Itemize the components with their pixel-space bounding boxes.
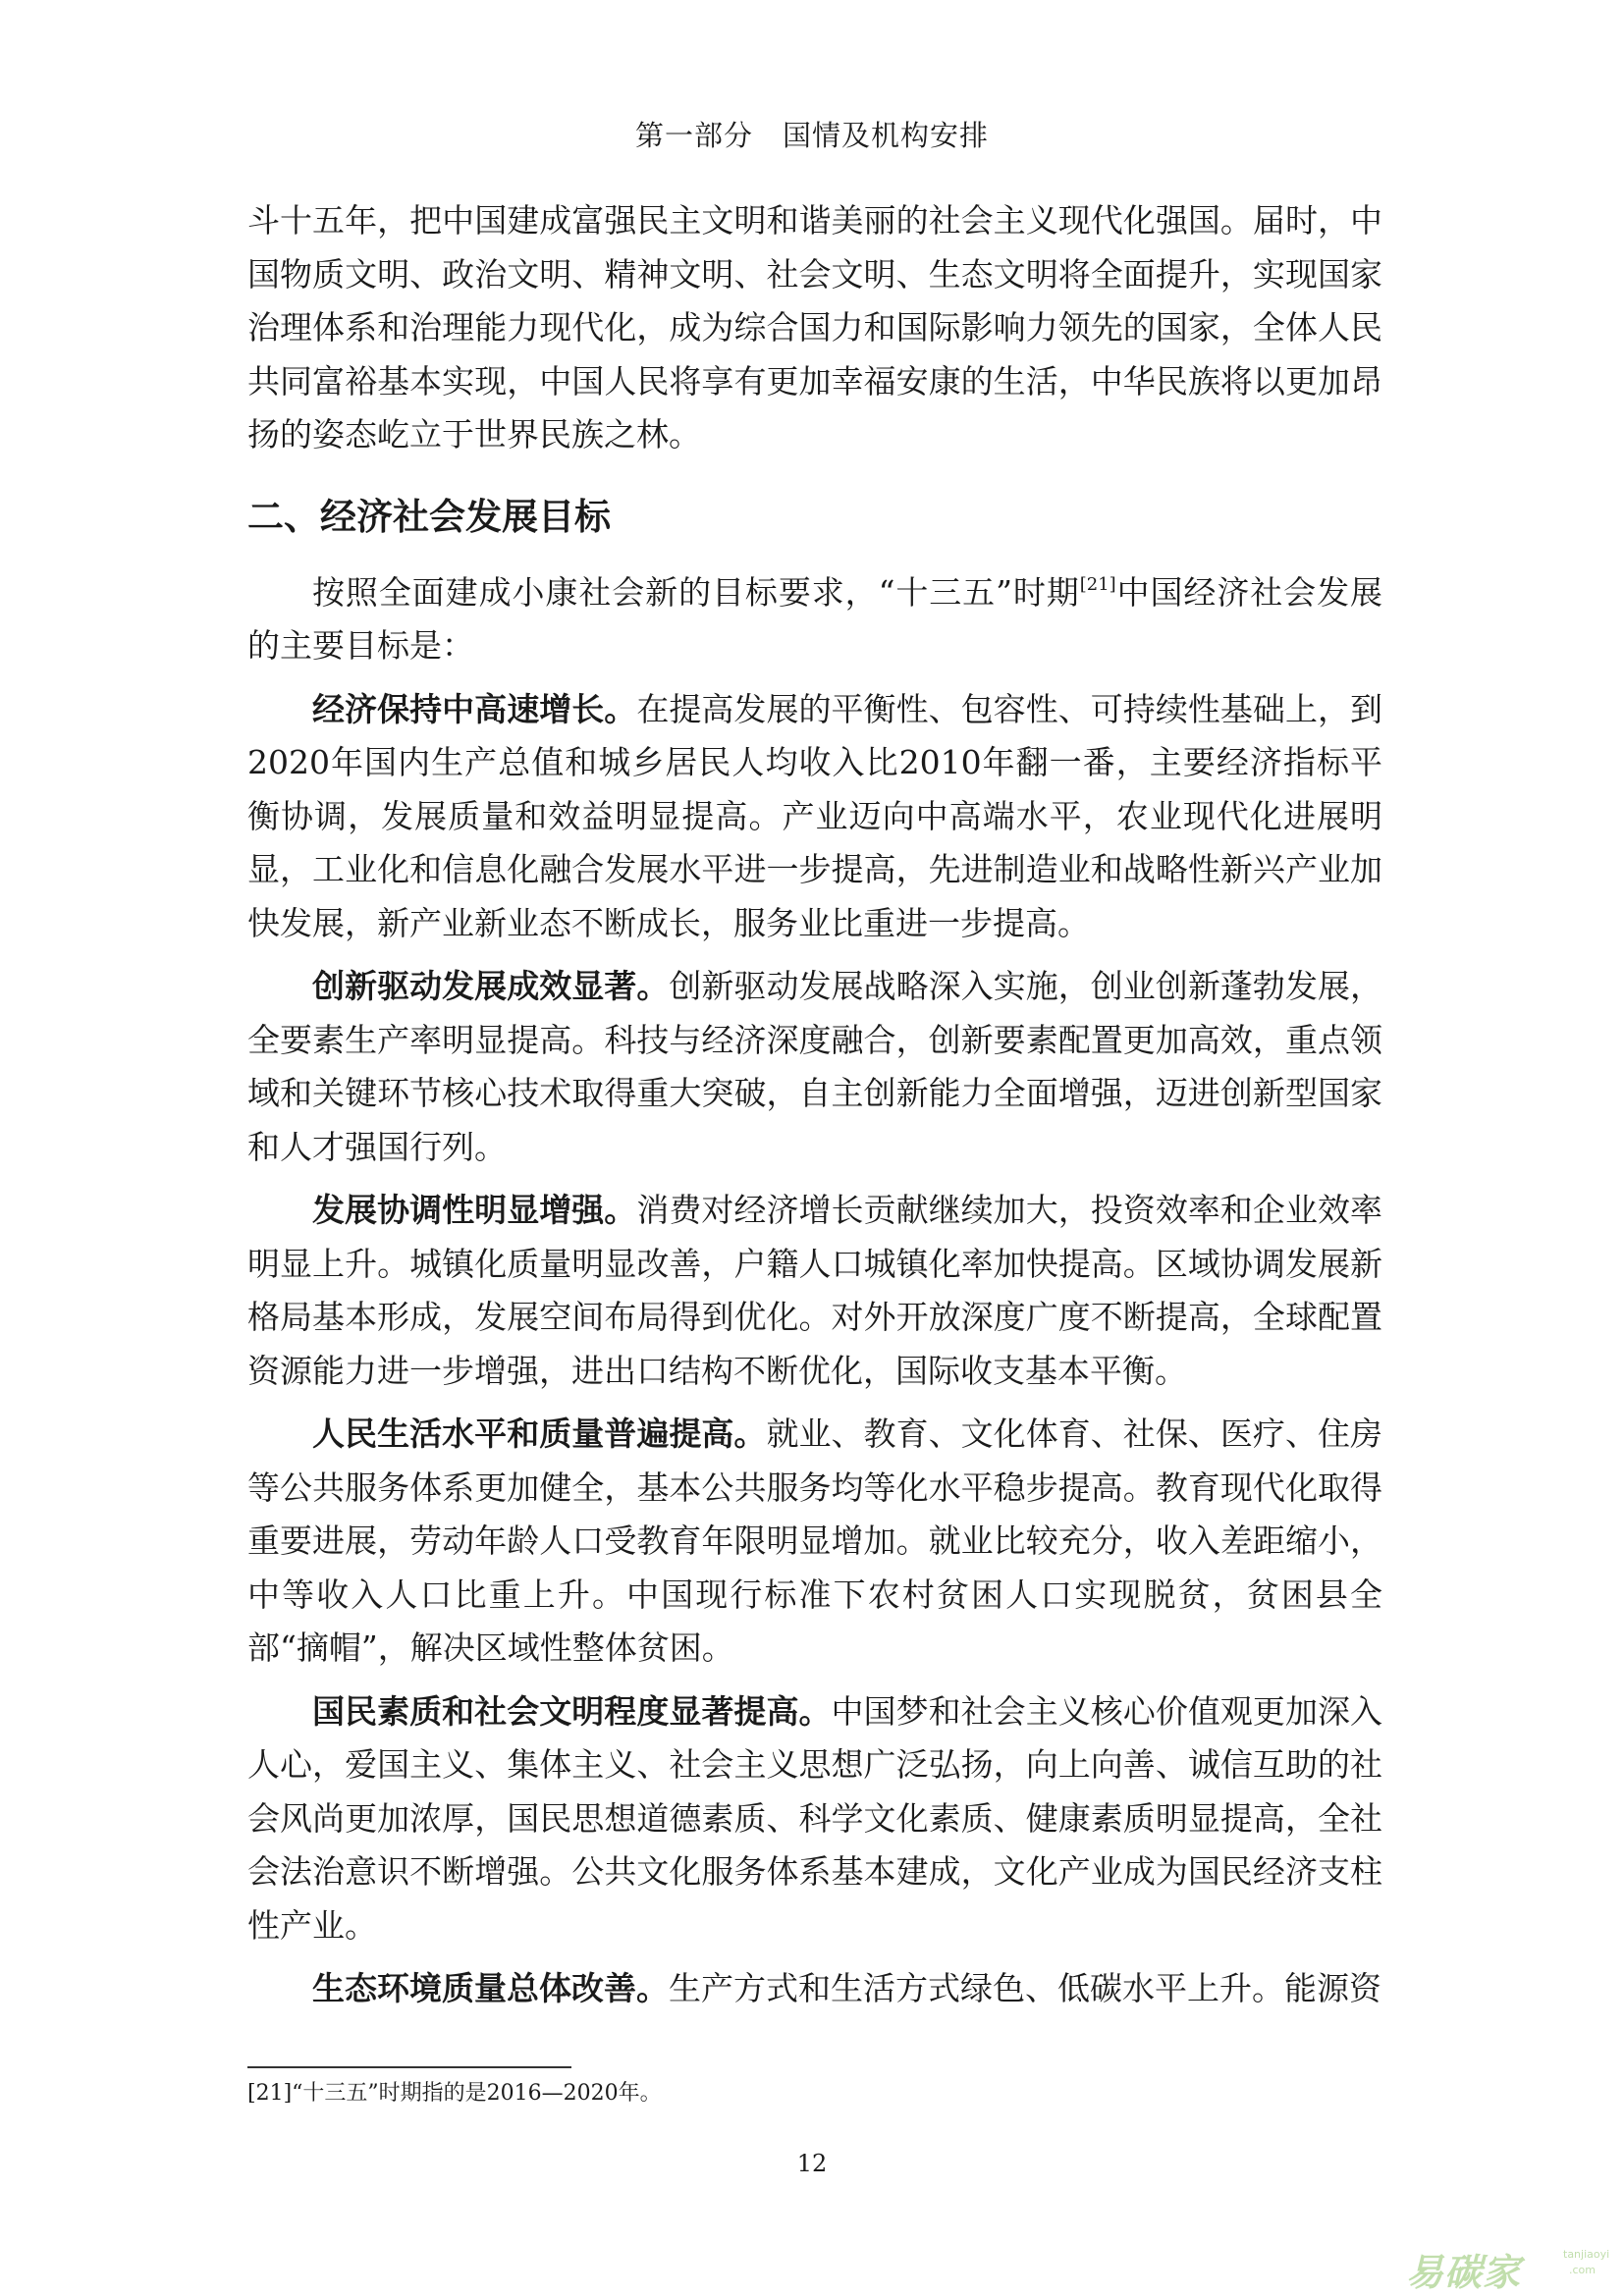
goal-lead: 创新驱动发展成效显著。	[312, 967, 670, 1005]
watermark-logo	[1406, 2240, 1612, 2294]
paragraph-continuation: 斗十五年，把中国建成富强民主文明和谐美丽的社会主义现代化强国。届时，中国物质文明、政治文明、精神文明、社会文明、生态文明将全面提升，实现国家治理体系和治理能力现代化，成为综合国力和国际影响力领先的国家，全体人民共同富裕基本实现，中国人民将享有更加幸福安康的生活，中华民族将以更加昂扬的姿态屹立于世界民族之林。	[247, 201, 1382, 454]
goal-body: 中国梦和社会主义核心价值观更加深入人心，爱国主义、集体主义、社会主义思想广泛弘扬，向上向善、诚信互助的社会风尚更加浓厚，国民思想道德素质、科学文化素质、健康素质明显提高，全社会法治意识不断增强。公共文化服务体系基本建成，文化产业成为国民经济支柱性产业。	[247, 1691, 1382, 1945]
goal-body: 在提高发展的平衡性、包容性、可持续性基础上，到2020年国内生产总值和城乡居民人均收入比2010年翻一番，主要经济指标平衡协调，发展质量和效益明显提高。产业迈向中高端水平，农业现代化进展明显，工业化和信息化融合发展水平进一步提高，先进制造业和战略性新兴产业加快发展，新产业新业态不断成长，服务业比重进一步提高。	[247, 689, 1382, 942]
paragraph-goal-living	[247, 1408, 1382, 1676]
paragraph-goal-ecology	[247, 1962, 1382, 2016]
goal-lead: 人民生活水平和质量普遍提高。	[312, 1415, 767, 1453]
intro-text-before: 按照全面建成小康社会新的目标要求，“十三五”时期	[312, 572, 1080, 612]
goal-body: 消费对经济增长贡献继续加大，投资效率和企业效率明显上升。城镇化质量明显改善，户籍人口城镇化率加快提高。区域协调发展新格局基本形成，发展空间布局得到优化。对外开放深度广度不断提高，全球配置资源能力进一步增强，进出口结构不断优化，国际收支基本平衡。	[247, 1191, 1382, 1390]
paragraph-intro	[247, 566, 1382, 673]
footnote-divider	[247, 2066, 571, 2068]
goal-body: 生产方式和生活方式绿色、低碳水平上升。能源资	[669, 1969, 1381, 2007]
goal-lead: 生态环境质量总体改善。	[312, 1969, 669, 2007]
paragraph-goal-civility	[247, 1685, 1382, 1953]
goal-lead: 国民素质和社会文明程度显著提高。	[312, 1691, 832, 1731]
page-body	[247, 194, 1382, 2026]
watermark-subtext-domain: .com	[1569, 2264, 1596, 2276]
paragraph-goal-innovation	[247, 960, 1382, 1174]
goal-body: 创新驱动发展战略深入实施，创业创新蓬勃发展，全要素生产率明显提高。科技与经济深度融合，创新要素配置更加高效，重点领域和关键环节核心技术取得重大突破，自主创新能力全面增强，迈进创新型国家和人才强国行列。	[247, 967, 1382, 1166]
goal-lead: 发展协调性明显增强。	[312, 1191, 637, 1229]
goal-lead: 经济保持中高速增长。	[312, 689, 637, 728]
paragraph-goal-economy	[247, 683, 1382, 951]
goal-body: 就业、教育、文化体育、社保、医疗、住房等公共服务体系更加健全，基本公共服务均等化水平稳步提高。教育现代化取得重要进展，劳动年龄人口受教育年限明显增加。就业比较充分，收入差距缩小，中等收入人口比重上升。中国现行标准下农村贫困人口实现脱贫，贫困县全部“摘帽”，解决区域性整体贫困。	[247, 1415, 1382, 1667]
footnote: [21]“十三五”时期指的是2016—2020年。	[247, 2081, 662, 2106]
page-number: 12	[796, 2150, 828, 2177]
paragraph-goal-coordination	[247, 1184, 1382, 1398]
watermark-text: 易碳家	[1406, 2251, 1522, 2294]
footnote-reference[interactable]: [21]	[1079, 573, 1116, 595]
running-header: 第一部分 国情及机构安排	[634, 119, 989, 152]
watermark-subtext: tanjiaoyi	[1563, 2248, 1610, 2261]
intro-text-after: 中国经济社会发展的主要目标是：	[247, 572, 1382, 665]
section-heading: 二、经济社会发展目标	[247, 495, 611, 538]
